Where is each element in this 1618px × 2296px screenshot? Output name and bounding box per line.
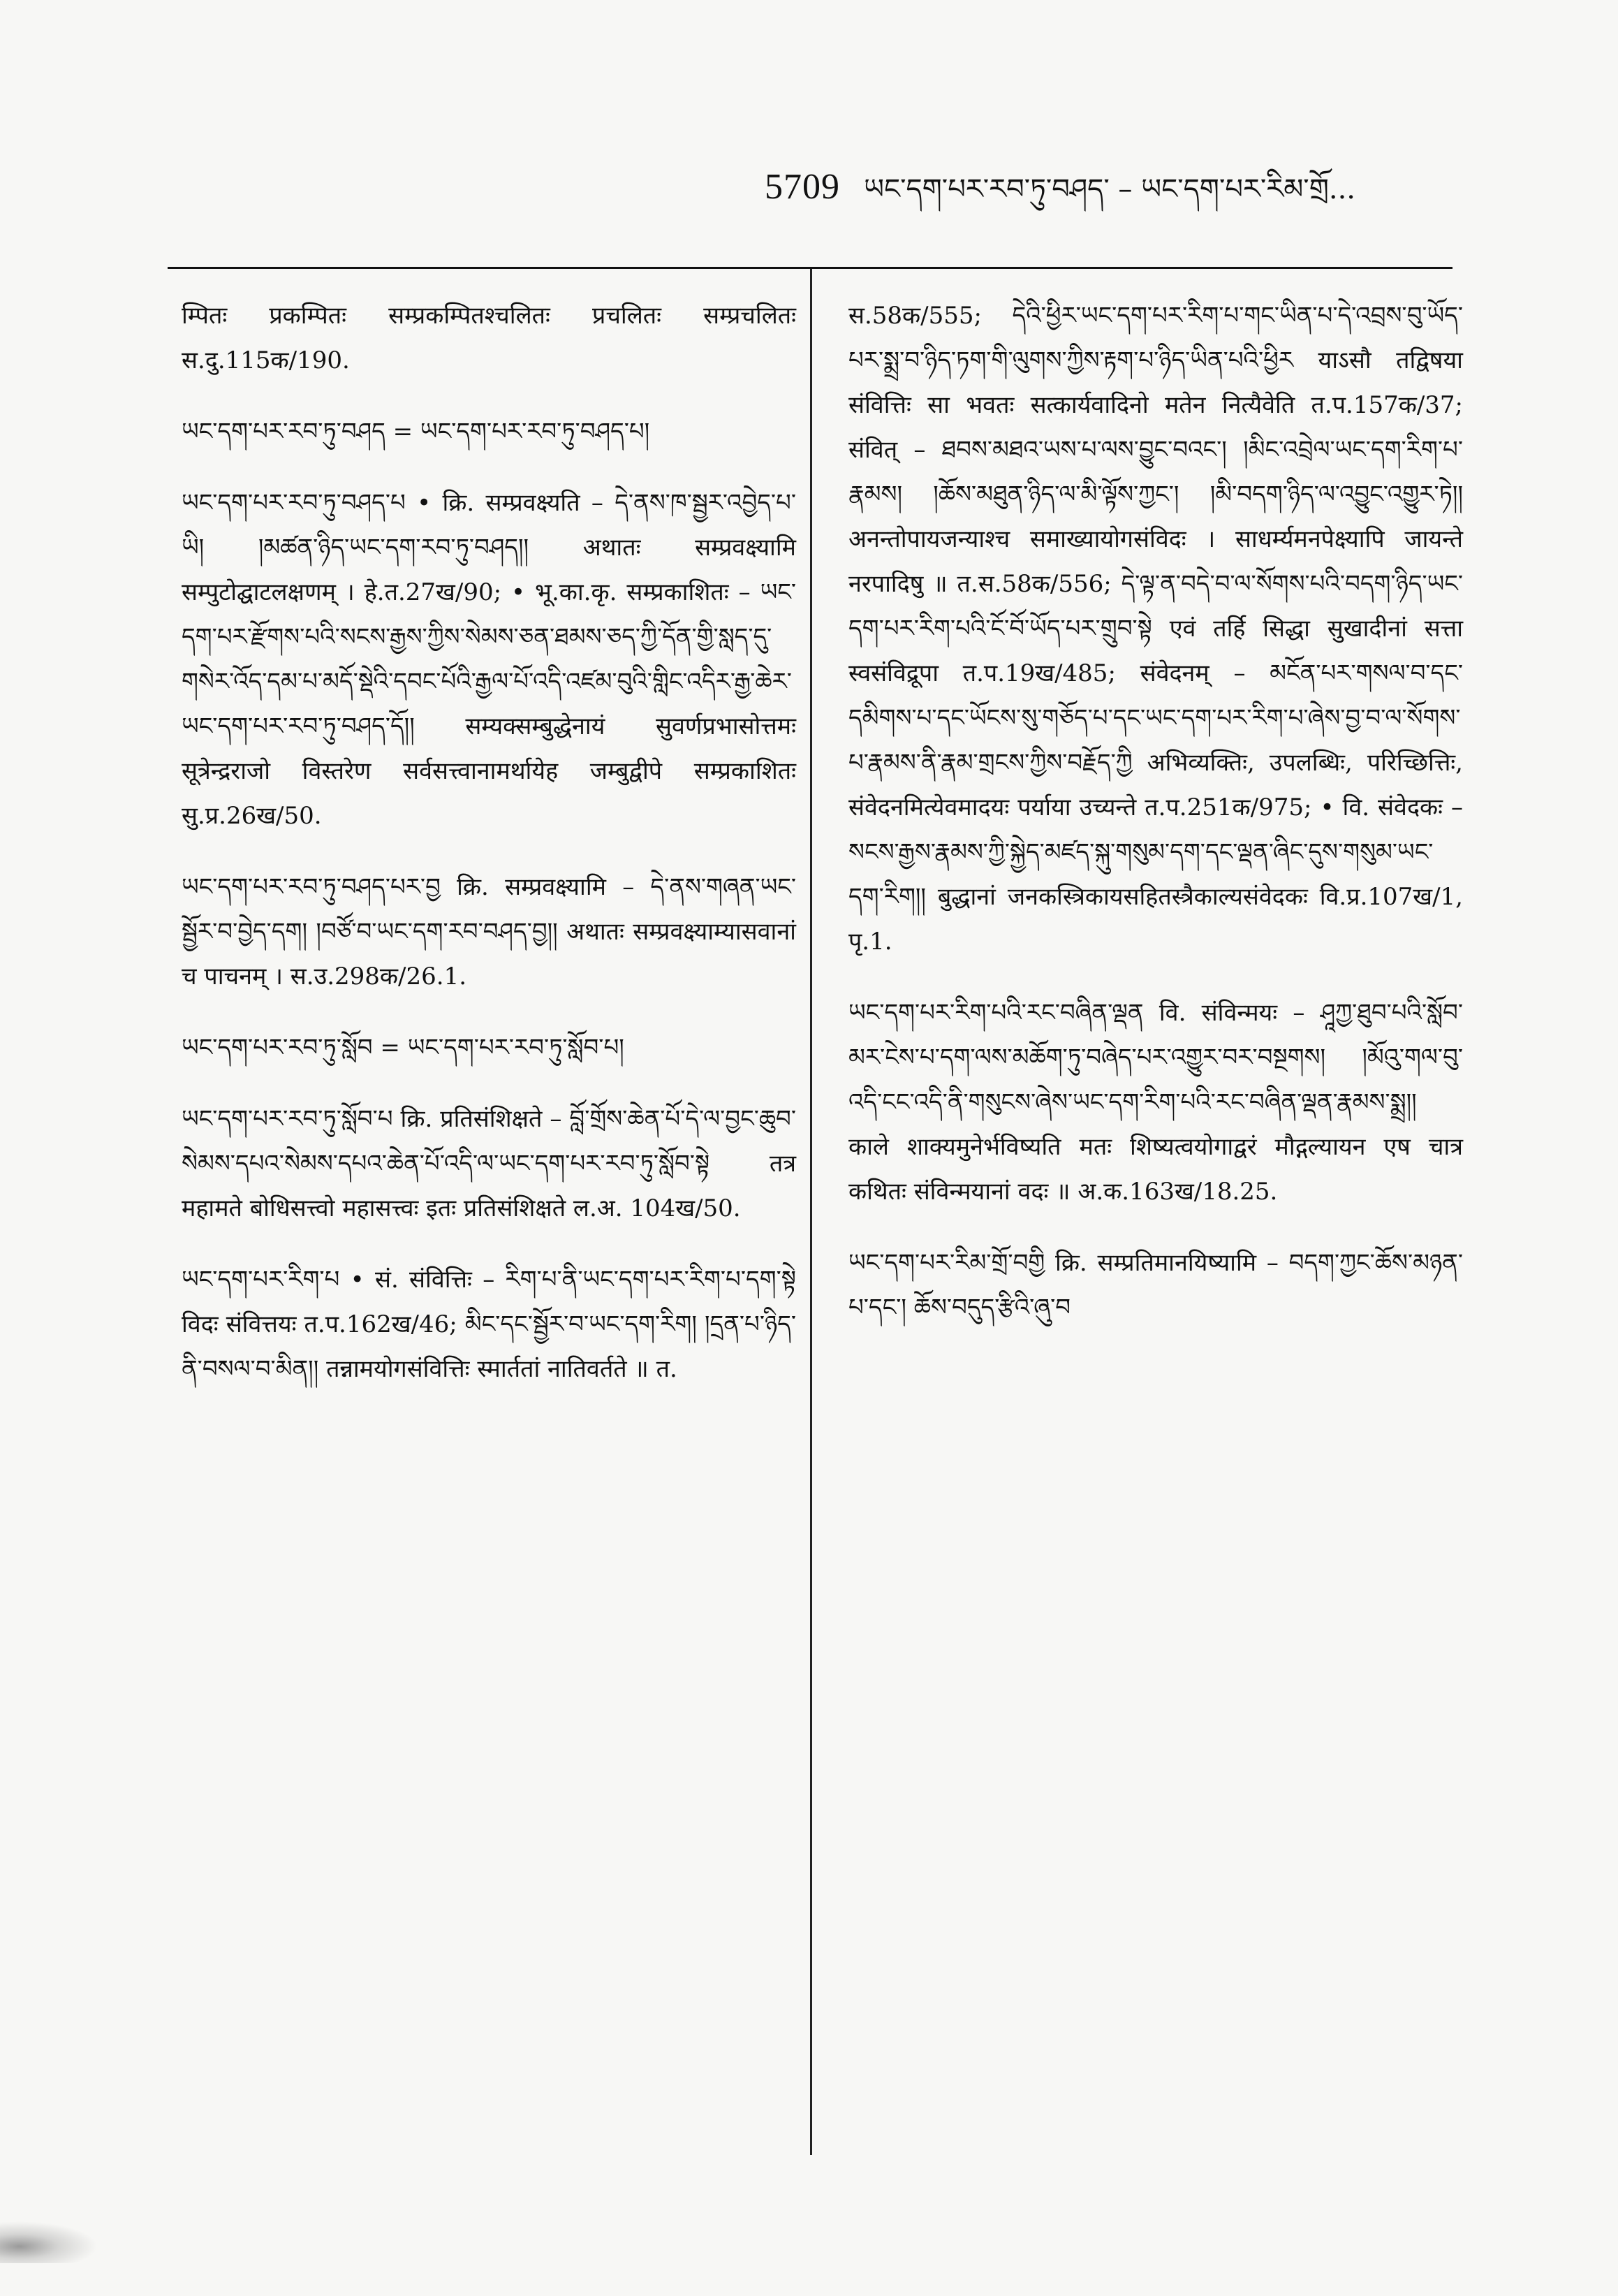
page-number: 5709 <box>765 167 840 207</box>
dictionary-entry: ཡང་དག་པར་རབ་ཏུ་བཤད་པར་བྱ क्रि. सम्प्रवक्ष्यामि – དེ་ནས་གཞན་ཡང་སྦྱོར་བ་བྱེད་དག། །བཙོ་བ་ཡང་དག་རབ་བཤད་བྱ།། अथातः सम्प्रवक्ष्याम्यासवानां च पाचनम् । स.उ.298क/26.1. <box>182 873 796 990</box>
dictionary-entry: ཡང་དག་པར་རིག་པ • सं. संवित्तिः – རིག་པ་ནི་ཡང་དག་པར་རིག་པ་དག་སྟེ विदः संवित्तयः त.प.162ख/46; མིང་དང་སྦྱོར་བ་ཡང་དག་རིག། །དྲན་པ་ཉིད་ནི་བསལ་བ་མིན།། तन्नामयोगसंवित्तिः स्मार्ततां नातिवर्तते ॥ त. <box>182 1266 796 1383</box>
dictionary-entry: स.58क/555; དེའི་ཕྱིར་ཡང་དག་པར་རིག་པ་གང་ཡིན་པ་དེ་འབྲས་བུ་ཡོད་པར་སྨྲ་བ་ཉིད་ཏག་གི་ལུགས་ཀྱིས་རྟག་པ་ཉིད་ཡིན་པའི་ཕྱིར याऽसौ तद्विषया संवित्तिः सा भवतः सत्कार्यवादिनो मतेन नित्यैवेति त.प.157क/37; संवित् – ཐབས་མཐའ་ཡས་པ་ལས་བྱུང་བའང་། །མིང་འབྲེལ་ཡང་དག་རིག་པ་རྣམས། །ཆོས་མཐུན་ཉིད་ལ་མི་ལྟོས་ཀྱང་། །མི་བདག་ཉིད་ལ་འབྱུང་འགྱུར་ཏེ།། अनन्तोपायजन्याश्च समाख्यायोगसंविदः । साधर्म्यमनपेक्ष्यापि जायन्ते नरपादिषु ॥ त.स.58क/556; དེ་ལྟ་ན་བདེ་བ་ལ་སོགས་པའི་བདག་ཉིད་ཡང་དག་པར་རིག་པའི་ངོ་བོ་ཡོད་པར་གྲུབ་སྟེ एवं तर्हि सिद्धा सुखादीनां सत्ता स्वसंविद्रूपा त.प.19ख/485; संवेदनम् – མངོན་པར་གསལ་བ་དང་དམིགས་པ་དང་ཡོངས་སུ་གཅོད་པ་དང་ཡང་དག་པར་རིག་པ་ཞེས་བྱ་བ་ལ་སོགས་པ་རྣམས་ནི་རྣམ་གྲངས་ཀྱིས་བརྗོད་ཀྱི अभिव्यक्तिः, उपलब्धिः, परिच्छित्तिः, संवेदनमित्येवमादयः पर्याया उच्यन्ते त.प.251क/975; • वि. संवेदकः – སངས་རྒྱས་རྣམས་ཀྱི་སྐྱེད་མཛད་སྐུ་གསུམ་དག་དང་ལྡན་ཞིང་དུས་གསུམ་ཡང་དག་རིག།། बुद्धानां जनकस्त्रिकायसहितस्त्रैकाल्यसंवेदकः वि.प्र.107ख/1, पृ.1. <box>848 302 1463 956</box>
page-header <box>765 157 1533 213</box>
dictionary-entry: ཡང་དག་པར་རབ་ཏུ་སློབ = ཡང་དག་པར་རབ་ཏུ་སློབ་པ། <box>182 1034 624 1062</box>
dictionary-entry: म्पितः प्रकम्पितः सम्प्रकम्पितश्चलितः प्रचलितः सम्प्रचलितः स.दु.115क/190. <box>182 302 796 374</box>
dictionary-entry: ཡང་དག་པར་རིམ་གྲོ་བགྱི क्रि. सम्प्रतिमानयिष्यामि – བདག་ཀྱང་ཆོས་མཉན་པ་དང་། ཆོས་བདུད་རྩིའི་ཞུ་བ <box>848 1249 1463 1322</box>
dictionary-entry: ཡང་དག་པར་རབ་ཏུ་བཤད་པ • क्रि. सम्प्रवक्ष्यति – དེ་ནས་ཁ་སྦྱར་འབྱེད་པ་ཡི། །མཚན་ཉིད་ཡང་དག་རབ་ཏུ་བཤད།། अथातः सम्प्रवक्ष्यामि सम्पुटोद्घाटलक्षणम् । हे.त.27ख/90; • भू.का.कृ. सम्प्रकाशितः – ཡང་དག་པར་རྫོགས་པའི་སངས་རྒྱས་ཀྱིས་སེམས་ཅན་ཐམས་ཅད་ཀྱི་དོན་གྱི་སླད་དུ་གསེར་འོད་དམ་པ་མདོ་སྡེའི་དབང་པོའི་རྒྱལ་པོ་འདི་འཛམ་བུའི་གླིང་འདིར་རྒྱ་ཆེར་ཡང་དག་པར་རབ་ཏུ་བཤད་དོ།། सम्यक्सम्बुद्धेनायं सुवर्णप्रभासोत्तमः सूत्रेन्द्रराजो विस्तरेण सर्वसत्त्वानामर्थायेह जम्बुद्वीपे सम्प्रकाशितः सु.प्र.26ख/50. <box>182 489 796 830</box>
right-column <box>848 293 1463 1357</box>
dictionary-entry: ཡང་དག་པར་རིག་པའི་རང་བཞིན་ལྡན वि. संविन्मयः – ཤཱཀྱ་ཐུབ་པའི་སློབ་མར་ངེས་པ་དག་ལས་མཆོག་ཏུ་བཞེད་པར་འགྱུར་བར་བསྔགས། །མོའུ་གལ་བུ་འདི་ངང་འདི་ནི་གསུངས་ཞེས་ཡང་དག་རིག་པའི་རང་བཞིན་ལྡན་རྣམས་སྨྲ།། काले शाक्यमुनेर्भविष्यति मतः शिष्यत्वयोगाद्वरं मौद्गल्यायन एष चात्र कथितः संविन्मयानां वदः ॥ अ.क.163ख/18.25. <box>848 999 1463 1206</box>
dictionary-entry: ཡང་དག་པར་རབ་ཏུ་བཤད = ཡང་དག་པར་རབ་ཏུ་བཤད་པ། <box>182 418 650 446</box>
dictionary-entry: ཡང་དག་པར་རབ་ཏུ་སློབ་པ क्रि. प्रतिसंशिक्षते – བློ་གྲོས་ཆེན་པོ་དེ་ལ་བྱང་ཆུབ་སེམས་དཔའ་སེམས་དཔའ་ཆེན་པོ་འདི་ལ་ཡང་དག་པར་རབ་ཏུ་སློབ་སྟེ तत्र महामते बोधिसत्त्वो महासत्त्वः इतः प्रतिसंशिक्षते ल.अ. 104ख/50. <box>182 1105 796 1222</box>
column-divider <box>810 269 812 2155</box>
left-column <box>182 293 796 1418</box>
scan-artifact <box>0 2221 98 2263</box>
running-head: ཡང་དག་པར་རབ་ཏུ་བཤད་ – ཡང་དག་པར་རིམ་གྲོ... <box>864 173 1356 205</box>
